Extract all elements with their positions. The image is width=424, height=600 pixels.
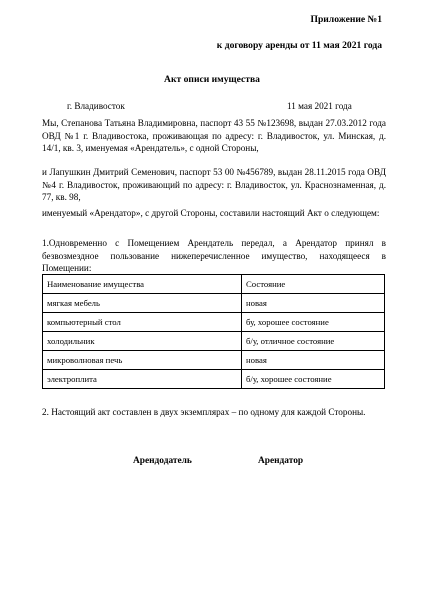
table-row [43, 332, 385, 351]
paragraph-landlord: Мы, Степанова Татьяна Владимировна, паспорт 43 55 №123698, выдан 27.03.2012 года ОВД №1 г. Владивостока, проживающая по адресу: г. Владивосток, ул. Минская, д. 14/1, кв. 3, именуемая «Арендатель», с одной Стороны, [42, 118, 386, 154]
place-label: г. Владивосток [67, 101, 125, 111]
table-row [43, 313, 385, 332]
item-condition-cell: б/у, хорошее состояние [242, 370, 385, 389]
paragraph-parties: именуемый «Арендатор», с другой Стороны, составили настоящий Акт о следующем: [42, 208, 380, 218]
document-title: Акт описи имущества [164, 74, 260, 85]
paragraph-tenant: и Лапушкин Дмитрий Семенович, паспорт 53 00 №456789, выдан 28.11.2015 года ОВД №4 г. Владивосток, проживающий по адресу: г. Владивосток, ул. Краснознаменная, д. 77, кв. 98, [42, 167, 386, 203]
signature-landlord: Арендодатель [133, 456, 192, 466]
item-condition-cell: б/у, отличное состояние [242, 332, 385, 351]
item-condition-cell: бу, хорошее состояние [242, 313, 385, 332]
appendix-label: Приложение №1 [310, 14, 382, 25]
table-row [43, 370, 385, 389]
contract-reference: к договору аренды от 11 мая 2021 года [216, 40, 382, 51]
paragraph-clause-2: 2. Настоящий акт составлен в двух экземплярах – по одному для каждой Стороны. [42, 407, 366, 417]
column-header-condition: Состояние [242, 275, 385, 294]
item-name-cell: мягкая мебель [43, 294, 242, 313]
item-name-cell: холодильник [43, 332, 242, 351]
inventory-table [42, 274, 385, 389]
paragraph-clause-1: 1.Одновременно с Помещением Арендатель передал, а Арендатор принял в безвозмездное пользование нижеперечисленное имущество, находящееся в Помещении: [42, 238, 386, 274]
date-label: 11 мая 2021 года [287, 101, 352, 111]
item-condition-cell: новая [242, 351, 385, 370]
item-name-cell: электроплита [43, 370, 242, 389]
table-row [43, 294, 385, 313]
signature-tenant: Арендатор [258, 456, 304, 466]
table-header-row [43, 275, 385, 294]
item-name-cell: компьютерный стол [43, 313, 242, 332]
item-condition-cell: новая [242, 294, 385, 313]
item-name-cell: микроволновая печь [43, 351, 242, 370]
table-row [43, 351, 385, 370]
column-header-item: Наименование имущества [43, 275, 242, 294]
